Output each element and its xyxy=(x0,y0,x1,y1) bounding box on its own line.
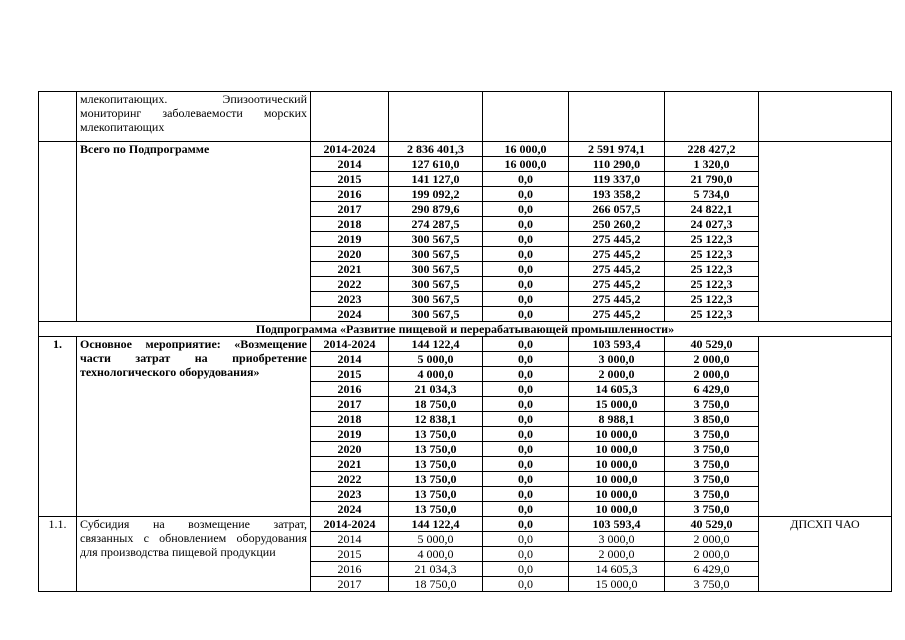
other-cell: 228 427,2 xyxy=(665,142,759,157)
total-cell: 13 750,0 xyxy=(389,487,483,502)
other-cell: 1 320,0 xyxy=(665,157,759,172)
regional-cell: 15 000,0 xyxy=(569,397,665,412)
year-cell: 2015 xyxy=(311,367,389,382)
total-cell: 300 567,5 xyxy=(389,277,483,292)
regional-cell: 14 605,3 xyxy=(569,562,665,577)
regional-cell: 10 000,0 xyxy=(569,442,665,457)
regional-cell: 14 605,3 xyxy=(569,382,665,397)
year-cell: 2014 xyxy=(311,352,389,367)
regional-cell: 103 593,4 xyxy=(569,337,665,352)
subprogram-total-label: Всего по Подпрограмме xyxy=(77,142,311,322)
other-cell: 24 822,1 xyxy=(665,202,759,217)
federal-cell: 0,0 xyxy=(483,502,569,517)
other-cell: 3 750,0 xyxy=(665,442,759,457)
year-cell: 2014 xyxy=(311,532,389,547)
federal-cell: 0,0 xyxy=(483,427,569,442)
year-cell xyxy=(311,92,389,142)
regional-cell: 3 000,0 xyxy=(569,352,665,367)
other-cell: 40 529,0 xyxy=(665,517,759,532)
year-cell: 2018 xyxy=(311,217,389,232)
other-cell: 40 529,0 xyxy=(665,337,759,352)
table-row xyxy=(39,517,892,532)
year-cell: 2016 xyxy=(311,382,389,397)
executor-cell xyxy=(759,337,892,517)
other-cell: 21 790,0 xyxy=(665,172,759,187)
year-cell: 2016 xyxy=(311,187,389,202)
regional-cell: 275 445,2 xyxy=(569,292,665,307)
total-cell: 300 567,5 xyxy=(389,262,483,277)
federal-cell: 0,0 xyxy=(483,577,569,592)
total-cell: 144 122,4 xyxy=(389,337,483,352)
federal-cell: 0,0 xyxy=(483,277,569,292)
year-cell: 2020 xyxy=(311,247,389,262)
subprogram-header-row xyxy=(39,322,892,337)
total-cell: 18 750,0 xyxy=(389,577,483,592)
sub-event-description xyxy=(77,517,311,592)
year-cell: 2020 xyxy=(311,442,389,457)
regional-cell: 266 057,5 xyxy=(569,202,665,217)
other-cell: 3 750,0 xyxy=(665,472,759,487)
federal-cell: 0,0 xyxy=(483,367,569,382)
year-cell: 2014 xyxy=(311,157,389,172)
regional-cell: 2 000,0 xyxy=(569,367,665,382)
regional-cell: 10 000,0 xyxy=(569,487,665,502)
regional-cell: 250 260,2 xyxy=(569,217,665,232)
total-cell: 13 750,0 xyxy=(389,442,483,457)
federal-cell: 0,0 xyxy=(483,547,569,562)
year-cell: 2023 xyxy=(311,292,389,307)
other-cell: 2 000,0 xyxy=(665,367,759,382)
description-line: для производства пищевой продукции xyxy=(80,545,276,559)
event-number: 1. xyxy=(39,337,77,517)
other-cell: 6 429,0 xyxy=(665,382,759,397)
federal-cell: 0,0 xyxy=(483,412,569,427)
federal-cell: 0,0 xyxy=(483,382,569,397)
regional-cell: 8 988,1 xyxy=(569,412,665,427)
total-cell: 144 122,4 xyxy=(389,517,483,532)
executor-cell xyxy=(759,92,892,142)
executor-name: ДПСХП ЧАО xyxy=(759,517,892,592)
year-cell: 2014-2024 xyxy=(311,142,389,157)
federal-cell xyxy=(483,92,569,142)
subprogram-header: Подпрограмма «Развитие пищевой и перерабатывающей промышленности» xyxy=(39,322,892,337)
year-cell: 2022 xyxy=(311,277,389,292)
federal-cell: 0,0 xyxy=(483,457,569,472)
other-cell: 25 122,3 xyxy=(665,277,759,292)
continuation-row xyxy=(39,92,892,142)
federal-cell: 16 000,0 xyxy=(483,157,569,172)
other-cell: 3 750,0 xyxy=(665,487,759,502)
year-cell: 2024 xyxy=(311,502,389,517)
total-cell: 13 750,0 xyxy=(389,457,483,472)
year-cell: 2023 xyxy=(311,487,389,502)
year-cell: 2017 xyxy=(311,577,389,592)
year-cell: 2015 xyxy=(311,172,389,187)
other-cell: 3 850,0 xyxy=(665,412,759,427)
regional-cell: 275 445,2 xyxy=(569,307,665,322)
total-cell: 13 750,0 xyxy=(389,502,483,517)
federal-cell: 0,0 xyxy=(483,397,569,412)
description-line: части затрат на приобретение xyxy=(80,351,307,365)
federal-cell: 0,0 xyxy=(483,187,569,202)
federal-cell: 0,0 xyxy=(483,562,569,577)
federal-cell: 0,0 xyxy=(483,442,569,457)
other-cell: 25 122,3 xyxy=(665,232,759,247)
regional-cell: 10 000,0 xyxy=(569,502,665,517)
total-cell: 12 838,1 xyxy=(389,412,483,427)
other-cell: 3 750,0 xyxy=(665,502,759,517)
other-cell: 25 122,3 xyxy=(665,292,759,307)
total-cell: 5 000,0 xyxy=(389,532,483,547)
year-cell: 2014-2024 xyxy=(311,517,389,532)
federal-cell: 0,0 xyxy=(483,532,569,547)
other-cell: 2 000,0 xyxy=(665,547,759,562)
other-cell: 6 429,0 xyxy=(665,562,759,577)
other-cell: 25 122,3 xyxy=(665,307,759,322)
regional-cell: 10 000,0 xyxy=(569,427,665,442)
total-cell: 127 610,0 xyxy=(389,157,483,172)
other-cell: 25 122,3 xyxy=(665,262,759,277)
federal-cell: 0,0 xyxy=(483,172,569,187)
total-cell xyxy=(389,92,483,142)
other-cell: 2 000,0 xyxy=(665,352,759,367)
year-cell: 2019 xyxy=(311,232,389,247)
year-cell: 2015 xyxy=(311,547,389,562)
total-cell: 13 750,0 xyxy=(389,427,483,442)
regional-cell: 275 445,2 xyxy=(569,277,665,292)
year-cell: 2019 xyxy=(311,427,389,442)
total-cell: 13 750,0 xyxy=(389,472,483,487)
year-cell: 2014-2024 xyxy=(311,337,389,352)
other-cell: 24 027,3 xyxy=(665,217,759,232)
federal-cell: 0,0 xyxy=(483,217,569,232)
regional-cell: 275 445,2 xyxy=(569,247,665,262)
year-cell: 2018 xyxy=(311,412,389,427)
table-row xyxy=(39,142,892,157)
main-event-description xyxy=(77,337,311,517)
federal-cell: 0,0 xyxy=(483,337,569,352)
other-cell: 2 000,0 xyxy=(665,532,759,547)
regional-cell: 10 000,0 xyxy=(569,472,665,487)
total-cell: 5 000,0 xyxy=(389,352,483,367)
total-cell: 274 287,5 xyxy=(389,217,483,232)
total-cell: 199 092,2 xyxy=(389,187,483,202)
regional-cell: 15 000,0 xyxy=(569,577,665,592)
regional-cell xyxy=(569,92,665,142)
year-cell: 2024 xyxy=(311,307,389,322)
regional-cell: 3 000,0 xyxy=(569,532,665,547)
total-cell: 300 567,5 xyxy=(389,292,483,307)
federal-cell: 0,0 xyxy=(483,292,569,307)
other-cell: 5 734,0 xyxy=(665,187,759,202)
executor-cell xyxy=(759,142,892,322)
regional-cell: 2 591 974,1 xyxy=(569,142,665,157)
federal-cell: 0,0 xyxy=(483,202,569,217)
regional-cell: 110 290,0 xyxy=(569,157,665,172)
total-cell: 300 567,5 xyxy=(389,307,483,322)
total-cell: 18 750,0 xyxy=(389,397,483,412)
number-cell xyxy=(39,142,77,322)
total-cell: 21 034,3 xyxy=(389,382,483,397)
program-finance-table xyxy=(38,91,892,592)
year-cell: 2017 xyxy=(311,397,389,412)
year-cell: 2017 xyxy=(311,202,389,217)
federal-cell: 0,0 xyxy=(483,487,569,502)
description-line: Основное мероприятие: «Возмещение xyxy=(80,337,307,351)
total-cell: 21 034,3 xyxy=(389,562,483,577)
federal-cell: 0,0 xyxy=(483,307,569,322)
regional-cell: 275 445,2 xyxy=(569,232,665,247)
regional-cell: 2 000,0 xyxy=(569,547,665,562)
other-cell: 3 750,0 xyxy=(665,397,759,412)
event-description: млекопитающих. Эпизоотический мониторинг заболеваемости морских млекопитающих xyxy=(77,92,311,142)
federal-cell: 16 000,0 xyxy=(483,142,569,157)
total-cell: 300 567,5 xyxy=(389,232,483,247)
table-row xyxy=(39,337,892,352)
total-cell: 141 127,0 xyxy=(389,172,483,187)
other-cell xyxy=(665,92,759,142)
total-cell: 4 000,0 xyxy=(389,547,483,562)
total-cell: 4 000,0 xyxy=(389,367,483,382)
year-cell: 2022 xyxy=(311,472,389,487)
federal-cell: 0,0 xyxy=(483,232,569,247)
description-line: Субсидия на возмещение затрат, xyxy=(80,517,307,531)
other-cell: 3 750,0 xyxy=(665,457,759,472)
regional-cell: 10 000,0 xyxy=(569,457,665,472)
event-number: 1.1. xyxy=(39,517,77,592)
total-cell: 2 836 401,3 xyxy=(389,142,483,157)
year-cell: 2016 xyxy=(311,562,389,577)
total-cell: 300 567,5 xyxy=(389,247,483,262)
other-cell: 3 750,0 xyxy=(665,577,759,592)
federal-cell: 0,0 xyxy=(483,472,569,487)
description-line: технологического оборудования» xyxy=(80,365,260,379)
federal-cell: 0,0 xyxy=(483,262,569,277)
regional-cell: 275 445,2 xyxy=(569,262,665,277)
year-cell: 2021 xyxy=(311,262,389,277)
description-line: связанных с обновлением оборудования xyxy=(80,531,307,545)
number-cell xyxy=(39,92,77,142)
federal-cell: 0,0 xyxy=(483,352,569,367)
federal-cell: 0,0 xyxy=(483,517,569,532)
other-cell: 25 122,3 xyxy=(665,247,759,262)
regional-cell: 103 593,4 xyxy=(569,517,665,532)
federal-cell: 0,0 xyxy=(483,247,569,262)
year-cell: 2021 xyxy=(311,457,389,472)
regional-cell: 193 358,2 xyxy=(569,187,665,202)
other-cell: 3 750,0 xyxy=(665,427,759,442)
total-cell: 290 879,6 xyxy=(389,202,483,217)
regional-cell: 119 337,0 xyxy=(569,172,665,187)
